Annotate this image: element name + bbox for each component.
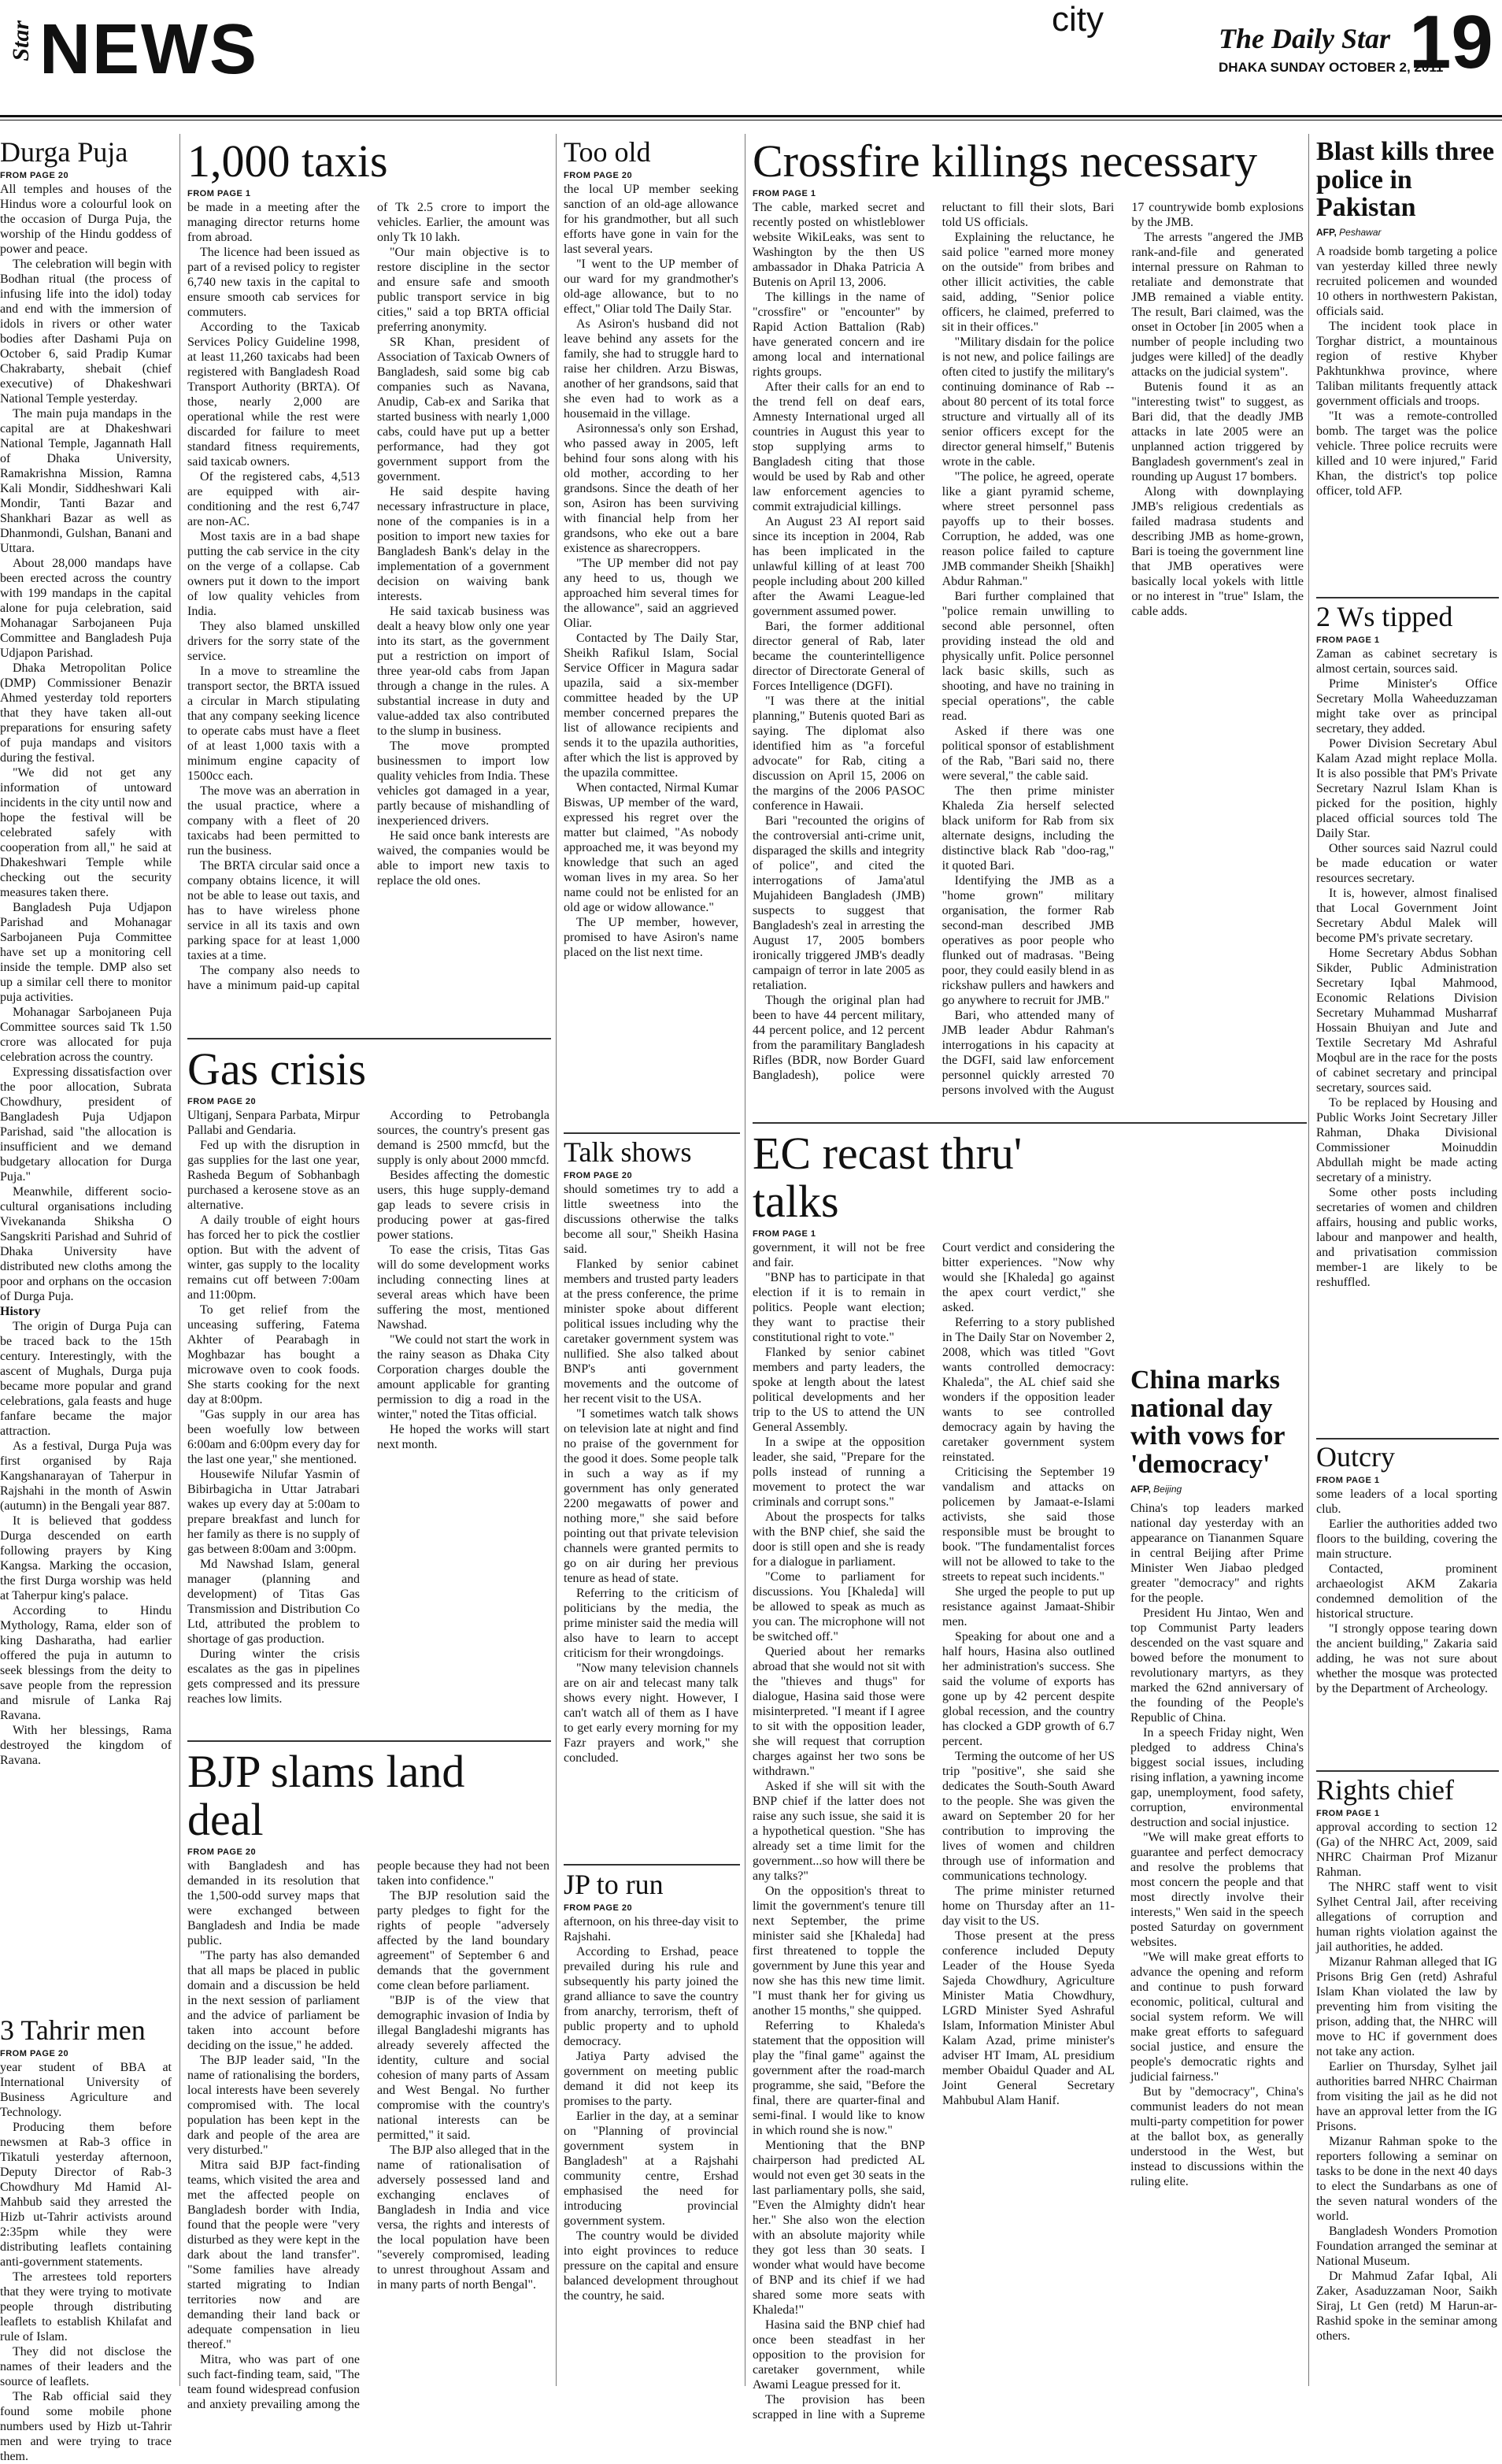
paragraph: Fed up with the disruption in gas supplies for the last one year, Rasheda Begum of Sobhanbagh purchased a kerosene stove as an alternative. (187, 1138, 360, 1212)
article-crossfire (753, 135, 1304, 1114)
byline: AFP, Peshawar (1316, 227, 1382, 239)
kicker: FROM PAGE 1 (1316, 1475, 1380, 1485)
paragraph: A roadside bomb targeting a police van yesterday killed three newly recruited policemen and wounded 10 others in northwestern Pakistan, officials said. (1316, 245, 1497, 319)
paragraph: The country would be divided into eight provinces to reduce pressure on the capital and ensure balanced development throughout the country, he said. (564, 2229, 738, 2303)
paragraph: With her blessings, Rama destroyed the kingdom of Ravana. (0, 1723, 172, 1767)
paragraph: It is believed that goddess Durga descended on earth following prayers by King Kangsa. Marking the occasion, the first Durga worship was held at Taherpur king's palace. (0, 1514, 172, 1603)
paragraph: "BNP has to participate in that election if it is to remain in politics. People want election; they want to practise their constitutional right to vote." (753, 1270, 925, 1344)
paragraph: the local UP member seeking sanction of an old-age allowance for his grandmother, but all such efforts have gone in vain for the last several years. (564, 182, 738, 256)
paragraph: "The party has also demanded that all maps be placed in public domain and a discussion be held in the next session of parliament and the advice of parliament be taken into account before deciding on the issue," he added. (187, 1948, 360, 2052)
headline: Crossfire killings necessary (753, 135, 1258, 187)
headline: BJP slams land deal (187, 1746, 465, 1845)
column-divider (556, 134, 557, 2386)
paragraph: Along with downplaying JMB's religious credentials as failed madrasa students and describing JMB as home-grown, Bari is toeing the government line that JMB operatives were basically local yokels with little or no interest in "true" Islam, the cable adds. (1131, 484, 1304, 618)
paragraph: The licence had been issued as part of a revised policy to register 6,740 new taxis in the capital to ensure smooth cab services for commuters. (187, 245, 360, 319)
headline: EC recast thru' talks (753, 1128, 1023, 1227)
article-body (564, 182, 738, 960)
article-body (1130, 1501, 1304, 2189)
paragraph: The UP member, however, promised to have Asiron's name placed on the list next time. (564, 915, 738, 959)
paragraph: According to the Taxicab Services Policy Guideline 1998, at least 11,260 taxicabs had been registered with Bangladesh Road Transport Authority (BRTA). Of those, nearly 2,000 are operational while the rest were discarded for failure to meet standard fitness requirements, said taxicab owners. (187, 320, 360, 469)
column-divider (179, 134, 180, 2386)
kicker: FROM PAGE 20 (564, 1903, 633, 1913)
paragraph: He said taxicab business was dealt a heavy blow only one year into its start, as the government put a restriction on import of three year-old cabs from Japan through a change in the rules. A substantial increase in duty and value-added tax also contributed to the slump in business. (377, 604, 549, 738)
paragraph: Bari, who attended many of JMB leader Abdur Rahman's interrogations in his capacity at the DGFI, said law enforcement personnel quickly arrested 70 persons involved with the August 17 countrywide bomb explosions by the JMB. (942, 200, 1304, 1097)
paragraph: Home Secretary Abdus Sobhan Sikder, Public Administration Secretary Iqbal Mahmood, Economic Relations Division Secretary Muhammad Musharraf Hossain Bhuiyan and Jute and Textile Secretary Md Ashraful Moqbul are in the race for the posts of cabinet secretary and principal secretary, sources said. (1316, 946, 1497, 1095)
article-tahrir (0, 2014, 172, 2463)
paragraph: During winter the crisis escalates as the gas in pipelines gets compressed and its pressure reaches low limits. (187, 1647, 360, 1706)
article-body (753, 200, 1304, 1098)
headline: Talk shows (564, 1136, 692, 1168)
paragraph: In a speech Friday night, Wen pledged to address China's biggest social issues, including rising inflation, a yawning income gap, unemployment, food safety, corruption, environmental destruction and social injustice. (1130, 1725, 1304, 1829)
paragraph: Hasina said the BNP chief had once been steadfast in her opposition to the provision for caretaker government, while Awami League pressed for it. (753, 2318, 925, 2392)
paragraph: Mizanur Rahman alleged that IG Prisons Brig Gen (retd) Ashraful Islam Khan violated the law by preventing him from visiting the prison, adding that, the NHRC will move to HC if government does not take any action. (1316, 1955, 1497, 2058)
paragraph: be made in a meeting after the managing director returns home from abroad. (187, 200, 360, 244)
article-body (0, 2060, 172, 2464)
paragraph: Mizanur Rahman spoke to the reporters following a seminar on tasks to be done in the next 40 days to elect the Sundarbans as one of the seven natural wonders of the world. (1316, 2134, 1497, 2223)
paragraph: Terming the outcome of her US trip "positive", she said she dedicates the South-South Award to the people. She was given the award on September 20 for her contribution to improving the lives of women and children through use of information and communications technology. (942, 1749, 1115, 1883)
paragraph: The incident took place in Torghar district, a mountainous region of restive Khyber Pakhtunkhwa province, where Taliban militants frequently attack government officials and troops. (1316, 320, 1497, 409)
paragraph: "We could not start the work in the rainy season as Dhaka City Corporation charges double the amount applicable for granting permission to dig a road in the winter," noted the Titas official. (377, 1332, 549, 1421)
paragraph: Earlier in the day, at a seminar on "Planning of provincial government system in Bangladesh" at a Rajshahi community centre, Ershad emphasised the need for introducing provincial government system. (564, 2109, 738, 2228)
paragraph: Though the original plan had been to have 44 percent military, 44 percent police, and 12 percent from the paramilitary Bangladesh Rifles (BDR, now Border Guard Bangladesh), police were reluctant to fill their slots, Bari told US officials. (753, 200, 1115, 1082)
article-rights-chief (1316, 1776, 1497, 2394)
article-blast (1316, 138, 1497, 595)
section-rule (187, 1038, 551, 1039)
article-bjp (187, 1746, 549, 2411)
paragraph: About the prospects for talks with the BNP chief, she said the door is still open and she is ready for a dialogue in parliament. (753, 1510, 925, 1569)
paragraph: A daily trouble of eight hours has forced her to pick the costlier option. But with the advent of winter, gas supply to the locality remains cut off between 7:00am and 11:00pm. (187, 1213, 360, 1302)
article-body (187, 200, 549, 1003)
paragraph: President Hu Jintao, Wen and top Communist Party leaders descended on the vast square and bowed before the monument to revolutionary martyrs, as they marked the 62nd anniversary of the founding of the People's Republic of China. (1130, 1606, 1304, 1725)
paragraph: The killings in the name of "crossfire" or "encounter" by Rapid Action Battalion (Rab) have generated concern and ire among local and international rights groups. (753, 290, 925, 379)
header-rule (0, 115, 1502, 117)
paragraph: "Military disdain for the police is not new, and police failings are often cited to justify the military's continuing dominance of Rab -- about 80 percent of its total force structure and virtually all of its senior officers except for the director general himself," Butenis wrote in the cable. (942, 335, 1115, 469)
kicker: FROM PAGE 20 (187, 1847, 257, 1857)
paragraph: Bari "recounted the origins of the controversial anti-crime unit, disparaged the skills and integrity of police", and cited the interrogations of Jama'atul Mujahideen Bangladesh (JMB) suspects to suggest that Bangladesh's zeal in arresting the August 17, 2005 bombers ironically triggered JMB's deadly campaign of terror in late 2005 as retaliation. (753, 813, 925, 992)
paragraph: "Now many television channels are on air and telecast many talk shows every night. However, I can't watch all of them as I have to get early every morning for my Fazr prayers and work," she concluded. (564, 1661, 738, 1765)
section-rule (1316, 1770, 1499, 1772)
headline: Rights chief (1316, 1774, 1454, 1806)
paragraph: approval according to section 12 (Ga) of the NHRC Act, 2009, said NHRC Chairman Prof Mizanur Rahman. (1316, 1820, 1497, 1879)
paragraph: According to Hindu Mythology, Rama, elder son of king Dasharatha, had earlier offered the puja in autumn to seek blessings from the deity to save people from the repression and misrule of Lanka Raj Ravana. (0, 1603, 172, 1722)
paragraph: It is, however, almost finalised that Local Government Joint Secretary Abdul Malek will become PM's private secretary. (1316, 886, 1497, 945)
kicker: FROM PAGE 1 (753, 188, 816, 198)
section-rule (753, 1122, 1307, 1124)
paragraph: Meanwhile, different socio-cultural organisations including Vivekananda Shiksha O Sangskriti Parishad and Suhrid of Dhaka University have distributed new cloths among the poor and orphans on the occasion of Durga Puja. (0, 1184, 172, 1303)
paragraph: Flanked by senior cabinet members and party leaders, the spoke at length about the latest political developments and her trip to the US to attend the UN General Assembly. (753, 1345, 925, 1434)
paragraph: "I strongly oppose tearing down the ancient building," Zakaria said adding, he was not sure about whether the mosque was protected by the Department of Archeology. (1316, 1621, 1497, 1695)
paragraph: Contacted, prominent archaeologist AKM Zakaria condemned demolition of the historical structure. (1316, 1562, 1497, 1621)
paragraph: Explaining the reluctance, he said police "earned more money on the outside" from bribes and other illicit activities, the cable said, adding, "Senior police officers, he claimed, preferred to sit in their offices." (942, 230, 1115, 334)
subhead: History (0, 1304, 41, 1318)
article-body (187, 1858, 549, 2433)
paragraph: Flanked by senior cabinet members and trusted party leaders at the press conference, the prime minister spoke about different political issues including why the caretaker government system was nullified. She also talked about BNP's anti government movements and the outcome of her recent visit to the USA. (564, 1257, 738, 1406)
paragraph: The arrestees told reporters that they were trying to motivate people through distributing leaflets to establish Khilafat and rule of Islam. (0, 2269, 172, 2344)
column-divider (1308, 134, 1309, 2386)
paragraph: When contacted, Nirmal Kumar Biswas, UP member of the ward, expressed his regret over the matter but claimed, "As nobody approached me, it was beyond my knowledge that such an aged woman lives in my area. So her name could not be enlisted for an old age or widow allowance." (564, 780, 738, 914)
paragraph: "Our main objective is to restore discipline in the sector and ensure safe and smooth public transport service in big cities," said a top BRTA official preferring anonymity. (377, 245, 549, 334)
paragraph: The cable, marked secret and recently posted on whistleblower website WikiLeaks, was sent to Washington by the then US ambassador in Dhaka Patricia A Butenis on April 13, 2006. (753, 200, 925, 289)
paragraph: Butenis found it as an "interesting twist" to suggest, as Bari did, that the deadly JMB attacks in late 2005 were an unplanned action triggered by Bangladesh government's zeal in rounding up August 17 bombers. (1131, 380, 1304, 484)
article-2ws-tipped (1316, 602, 1497, 1433)
article-taxis (187, 135, 549, 1028)
article-body (187, 1108, 549, 1714)
headline: Blast kills three police in Pakistan (1316, 137, 1495, 223)
paragraph: The company also needs to have a minimum paid-up capital of Tk 2.5 crore to import the vehicles. Earlier, the amount was only Tk 10 lakh. (187, 200, 549, 992)
paragraph: Prime Minister's Office Secretary Molla Waheeduzzaman might take over as principal secretary, they added. (1316, 676, 1497, 735)
paragraph: Mitra said BJP fact-finding teams, which visited the area and met the affected people on Bangladesh border with India, found that the people were "very disturbed as they were kept in the dark about the land transfer". "Some families have already started migrating to Indian territories now and are demanding their land back or adequate compensation in lieu thereof." (187, 2158, 360, 2351)
paragraph: Producing them before newsmen at Rab-3 office in Tikatuli yesterday afternoon, Deputy Director of Rab-3 Chowdhury Md Hamid Al-Mahbub said they arrested the Hizb ut-Tahrir activists around 2:35pm while they were distributing leaflets containing anti-government statements. (0, 2120, 172, 2269)
paragraph: On the opposition's threat to limit the government's tenure till next September, the prime minister said she [Khaleda] had first threatened to topple the government by June this year and now she has this new time limit. "I must thank her for giving us another 15 months," she quipped. (753, 1884, 925, 2018)
paragraph: Bangladesh Puja Udjapon Parishad and Mohanagar Sarbojaneen Puja Committee have set up a monitoring cell inside the temple. DMP also set up a similar cell there to monitor puja activities. (0, 900, 172, 1004)
paragraph: To ease the crisis, Titas Gas will do some development works including connecting lines at several areas which have been suffering the most, mentioned Nawshad. (377, 1243, 549, 1332)
paragraph: He said once bank interests are waived, the companies would be able to import new taxis to replace the old ones. (377, 828, 549, 887)
article-outcry (1316, 1443, 1497, 1766)
kicker: FROM PAGE 20 (564, 170, 633, 180)
kicker: FROM PAGE 1 (1316, 1808, 1380, 1818)
kicker: FROM PAGE 1 (1316, 635, 1380, 645)
headline: 1,000 taxis (187, 135, 388, 187)
article-body (1316, 1820, 1497, 2344)
paragraph: Mitra, who was part of one such fact-finding team, said, "The team found widespread confusion and anxiety prevailing among the people because they had not been taken into confidence." (187, 1858, 549, 2411)
paragraph: She urged the people to put up resistance against Jamaat-Shibir men. (942, 1584, 1115, 1628)
headline: China marks national day with vows for 'democracy' (1130, 1365, 1285, 1480)
article-durga-puja (0, 138, 172, 2012)
paragraph: Power Division Secretary Abul Kalam Azad might replace Molla. It is also possible that PM's Private Secretary Nazrul Islam Khan is picked for the position, highly placed official sources told The Daily Star. (1316, 736, 1497, 840)
headline: Outcry (1316, 1441, 1395, 1473)
paragraph: Some other posts including secretaries of women and children affairs, housing and public works, labour and manpower and health, and privatisation commission member-1 are likely to be reshuffled. (1316, 1185, 1497, 1289)
paragraph: But by "democracy", China's communist leaders do not mean multi-party competition for power at the ballot box, as generally understood in the West, but instead to discussions within the ruling elite. (1130, 2084, 1304, 2188)
section-rule (187, 1740, 551, 1742)
paragraph: Besides affecting the domestic users, this huge supply-demand gap leads to severe crisis in producing power at gas-fired power stations. (377, 1168, 549, 1242)
paragraph: The arrests "angered the JMB rank-and-file and generated internal pressure on Rahman to retaliate and demonstrate that JMB remained a viable entity. The result, Bari claimed, was the onset in October [in 2005 when a number of people including two judges were killed] of the deadly attacks on the judicial system". (1131, 230, 1304, 379)
paragraph: afternoon, on his three-day visit to Rajshahi. (564, 1914, 738, 1943)
section-label: city (1052, 0, 1104, 39)
paragraph: Dhaka Metropolitan Police (DMP) Commissioner Benazir Ahmed yesterday told reporters that they have taken all-out preparations for ensuring safety of puja mandaps and visitors during the festival. (0, 661, 172, 765)
paragraph: In a swipe at the opposition leader, she said, "Prepare for the polls instead of running a movement to protect the war criminals and corrupt sons." (753, 1435, 925, 1509)
paragraph: "I was there at the initial planning," Butenis quoted Bari as saying. The diplomat also identified him as "a forceful advocate" for Rab, citing a discussion on April 15, 2006 on the margins of the 2006 PASOC conference in Hawaii. (753, 694, 925, 813)
paragraph: Queried about her remarks abroad that she would not sit with the "thieves and thugs" for dialogue, Hasina said those were misinterpreted. "I meant if I agree to sit with the opposition leader, she will request that corruption charges against her two sons be withdrawn." (753, 1644, 925, 1778)
byline: AFP, Beijing (1130, 1483, 1182, 1495)
paragraph: The BRTA circular said once a company obtains licence, it will not be able to lease out taxis, and has to have wireless phone service in all its taxis and own parking space for at least 1,000 taxies at a time. (187, 858, 360, 962)
paragraph: Referring to Khaleda's statement that the opposition will play the "final game" against the government after the road-march programme, she said, "Before the final, there are quarter-final and semi-final. I would like to know in which round she is now." (753, 2018, 925, 2137)
paragraph: They did not disclose the names of their leaders and the source of leaflets. (0, 2344, 172, 2388)
article-jp (564, 1870, 738, 2394)
section-rule (1316, 597, 1499, 598)
article-too-old (564, 138, 738, 1126)
paragraph: "The UP member did not pay any heed to us, though we approached him several times for the allowance", said an aggrieved Oliar. (564, 556, 738, 630)
paragraph: Criticising the September 19 vandalism and attacks on policemen by Jamaat-e-Islami activists, she said those responsible must be brought to book. "The fundamentalist forces will not be allowed to take to the streets to repeat such incidents." (942, 1465, 1115, 1584)
paragraph: Bangladesh Wonders Promotion Foundation arranged the seminar at National Museum. (1316, 2224, 1497, 2268)
kicker: FROM PAGE 20 (187, 1096, 257, 1106)
paragraph: Mohanagar Sarbojaneen Puja Committee sources said Tk 1.50 crore was allocated for puja celebration across the country. (0, 1005, 172, 1064)
paragraph: "It was a remote-controlled bomb. The target was the police vehicle. Three police recruits were killed and 10 were injured," Farid Khan, the district's top police officer, told AFP. (1316, 409, 1497, 498)
article-body (564, 1914, 738, 2303)
paragraph: "BJP is of the view that demographic invasion of India by illegal Bangladeshi migrants has already severely affected the identity, culture and social cohesion of many parts of Assam and West Bengal. No further compromise with the country's national interests can be permitted," it said. (377, 1993, 549, 2142)
paragraph: Earlier the authorities added two floors to the building, covering the main structure. (1316, 1517, 1497, 1561)
paragraph: All temples and houses of the Hindus wore a colourful look on the occasion of Durga Puja, the worship of the Hindu goddess of power and peace. (0, 182, 172, 256)
paragraph: Dr Mahmud Zafar Iqbal, Ali Zaker, Asaduzzaman Noor, Saikh Siraj, Lt Gen (retd) M Harun-ar-Rashid spoke in the seminar among others. (1316, 2269, 1497, 2343)
paragraph: with Bangladesh and has demanded in its resolution that the 1,500-odd survey maps that were exchanged between Bangladesh and India be made public. (187, 1858, 360, 1947)
paragraph: To be replaced by Housing and Public Works Joint Secretary Jiller Rahman, Dhaka Divisional Commissioner Moinuddin Abdullah might be made acting secretary of a ministry. (1316, 1095, 1497, 1184)
paragraph: After their calls for an end to the trend fell on deaf ears, Amnesty International urged all countries in August this year to stop supplying arms to Bangladesh citing that those would be used by Rab and other law enforcement agencies to commit extrajudicial killings. (753, 380, 925, 513)
paragraph: Contacted by The Daily Star, Sheikh Rafikul Islam, Social Service Officer in Magura sadar upazila, said a six-member committee headed by the UP member concerned prepares the list of allowance recipients and sends it to the upazila authorities, after which the list is approved by the upazila committee. (564, 631, 738, 780)
paragraph: According to Ershad, peace prevailed during his rule and subsequently his party joined the grand alliance to save the country from anarchy, terrorism, theft of public property and to uphold democracy. (564, 1944, 738, 2048)
paragraph: They also blamed unskilled drivers for the sorry state of the service. (187, 619, 360, 663)
paragraph: The celebration will begin with Bodhan ritual (the process of infusing life into the idol) today and end with the immersion of idols in rivers or other water bodies after Dashami Puja on October 6, said Pradip Kumar Chakrabarty, shebait (chief executive) of Dhakeshwari National Temple yesterday. (0, 257, 172, 406)
paragraph: Expressing dissatisfaction over the poor allocation, Subrata Chowdhury, president of Bangladesh Puja Udjapon Parishad, said "the allocation is insufficient and we demand budgetary allocation for Durga Puja." (0, 1065, 172, 1184)
paragraph: The origin of Durga Puja can be traced back to the 15th century. Interestingly, with the ascent of Mughals, Durga puja became more popular and grand celebrations, gala feasts and huge fanfare became the major attraction. (0, 1319, 172, 1438)
paragraph: According to Petrobangla sources, the country's present gas demand is 2500 mmcfd, but the supply is only about 2000 mmcfd. (377, 1108, 549, 1167)
paragraph: He said despite having necessary infrastructure in place, none of the companies is in a position to import new taxies for Bangladesh Bank's delay in the implementation of a government decision on waiving bank interests. (377, 484, 549, 603)
paragraph: Those present at the press conference included Deputy Leader of the House Syeda Sajeda Chowdhury, Agriculture Minister Matia Chowdhury, LGRD Minister Syed Ashraful Islam, Information Minister Abul Kalam Azad, prime minister's adviser HT Imam, AL presidium member Obaidul Quader and AL Joint General Secretary Mahbubul Alam Hanif. (942, 1929, 1115, 2107)
paragraph: Asironnessa's only son Ershad, who passed away in 2005, left behind four sons along with his old mother, according to her grandsons. Since the death of her son, Asiron has been surviving with financial help from her grandsons, who eke out a bare existence as sharecroppers. (564, 421, 738, 555)
paragraph: "We will make great efforts to guarantee and perfect democracy and resolve the problems that most concern the people and that most directly involve their interests," Wen said in the speech posted Saturday on government websites. (1130, 1830, 1304, 1949)
article-body (1316, 244, 1497, 498)
paragraph: The move prompted businessmen to import low quality vehicles from India. These vehicles got damaged in a year, partly because of mishandling of inexperienced drivers. (377, 739, 549, 828)
paragraph: Bari further complained that "police remain unwilling to second able personnel, often providing instead the old and physically unfit. Police personnel lack basic skills, such as shooting, and have no training in special operations", the cable read. (942, 589, 1115, 723)
paragraph: Asked if she will sit with the BNP chief if the latter does not raise any such issue, she said it is a hypothetical question. "She has already set a time limit for the government...so how will there be any talks?" (753, 1779, 925, 1883)
paragraph: The BJP also alleged that in the name of rationalisation of adversely possessed land and exchanging enclaves of Bangladesh in India and vice versa, the rights and interests of the local population have been "severely compromised, leading to unrest throughout Assam and in many parts of north Bengal". (377, 2143, 549, 2292)
paragraph: "I sometimes watch talk shows on television late at night and find no praise of the government for the good it does. Some people talk in such a way as if my government has only generated 2200 megawatts of power and nothing more," she said before pointing out that private television channels were granted permits to go on air during her previous tenure as head of state. (564, 1406, 738, 1585)
paragraph: Zaman as cabinet secretary is almost certain, sources said. (1316, 647, 1497, 676)
paragraph: Most taxis are in a bad shape putting the cab service in the city on the verge of a collapse. Cab owners put it down to the import of low quality vehicles from India. (187, 529, 360, 618)
paragraph: Referring to the criticism of politicians by the media, the prime minister said the media will also have to learn to accept criticism for their wrongdoings. (564, 1586, 738, 1660)
paragraph: The BJP resolution said the party pledges to fight for the rights of people "adversely affected by the land boundary agreement" of September 6 and demands that the government come clean before parliament. (377, 1888, 549, 1992)
page-number: 19 (1409, 0, 1493, 84)
headline: 2 Ws tipped (1316, 601, 1453, 632)
headline: JP to run (564, 1869, 664, 1900)
paragraph: In a move to streamline the transport sector, the BRTA issued a circular in March stipulating that any company seeking licence to operate cabs must have a fleet of at least 1,000 taxis with a minimum engine capacity of 1500cc each. (187, 664, 360, 783)
article-body (1316, 1487, 1497, 1696)
article-gas-crisis (187, 1043, 549, 1731)
paragraph: Housewife Nilufar Yasmin of Bibirbagicha in Uttar Jatrabari wakes up every day at 5:00am to prepare breakfast and lunch for her family as there is no supply of gas between 8:00am and 3:00pm. (187, 1467, 360, 1556)
paragraph: "Come to parliament for discussions. You [Khaleda] will be allowed to speak as much as you can. The microphone will not be switched off." (753, 1569, 925, 1643)
article-talk-shows (564, 1138, 738, 1858)
paragraph: should sometimes try to add a little sweetness into the discussions otherwise the talks become all sour," Sheikh Hasina said. (564, 1182, 738, 1256)
paragraph: Ultiganj, Senpara Parbata, Mirpur Pallabi and Gendaria. (187, 1108, 360, 1137)
paragraph: An August 23 AI report said since its inception in 2004, Rab has been implicated in the unlawful killing of at least 700 people including about 200 killed after the Awami League-led government assumed power. (753, 514, 925, 618)
dateline: DHAKA SUNDAY OCTOBER 2, 2011 (1219, 60, 1444, 75)
article-body (0, 182, 172, 1768)
kicker: FROM PAGE 20 (0, 170, 69, 180)
headline: Durga Puja (0, 136, 128, 168)
paragraph: He hoped the works will start next month. (377, 1422, 549, 1451)
paragraph: The prime minister returned home on Thursday after an 11-day visit to the US. (942, 1884, 1115, 1928)
paragraph: "I went to the UP member of our ward for my grandmother's old-age allowance, but to no effect," Oliar told The Daily Star. (564, 257, 738, 316)
kicker: FROM PAGE 1 (187, 188, 251, 198)
paragraph: The main puja mandaps in the capital are at Dhakeshwari National Temple, Jagannath Hall of Dhaka University, Ramakrishna Mission, Ramna Kali Mondir, Siddheshwari Kali Mondir, Tanti Bazar and Shankhari Bazar as well as Dhanmondi, Gulshan, Banani and Uttara. (0, 406, 172, 555)
article-body (564, 1182, 738, 1766)
paragraph: To get relief from the unceasing suffering, Fatema Akhter of Pearabagh in Moghbazar has bought a microwave oven to cook foods. She starts cooking for the next day at 8:00pm. (187, 1302, 360, 1406)
paragraph: some leaders of a local sporting club. (1316, 1487, 1497, 1516)
paragraph: SR Khan, president of Association of Taxicab Owners of Bangladesh, said some big cab companies such as Navana, Anudip, Cab-ex and Sarika that started business with nearly 1,000 cabs, could have put up a better performance, had they got government support from the government. (377, 335, 549, 484)
paragraph: The BJP leader said, "In the name of rationalising the borders, local interests have been severely compromised with. The local population has been kept in the dark and people of the area are very disturbed." (187, 2053, 360, 2157)
paper-name: The Daily Star (1219, 23, 1391, 54)
paragraph: The NHRC staff went to visit Sylhet Central Jail, after receiving allegations of corruption and human rights violation against the jail authorities, he added. (1316, 1880, 1497, 1954)
kicker: FROM PAGE 20 (0, 2048, 69, 2058)
kicker: FROM PAGE 1 (753, 1228, 816, 1239)
paragraph: Md Nawshad Islam, general manager (planning and development) of Titas Gas Transmission and Distribution Co Ltd, attributed the problem to shortage of gas production. (187, 1557, 360, 1646)
headline: Too old (564, 136, 651, 168)
star-logo: Star (8, 20, 34, 61)
paragraph: Of the registered cabs, 4,513 are equipped with air-conditioning and the rest 6,747 are non-AC. (187, 469, 360, 528)
paragraph: "Gas supply in our area has been woefully low between 6:00am and 6:00pm every day for the last one year," she mentioned. (187, 1407, 360, 1466)
section-rule (564, 1132, 740, 1134)
paragraph: Mentioning that the BNP chairperson had predicted AL would not even get 30 seats in the last parliamentary polls, she said, "Even the Almighty didn't hear her." She also won the election with an absolute majority while they got less than 30 seats. I wonder what would have become of BNP and its chief if we had shared some more seats with Khaleda!" (753, 2138, 925, 2317)
paragraph: As Asiron's husband did not leave behind any assets for the family, she had to struggle hard to raise her children. Arzu Biswas, another of her grandsons, said that she even had to work as a housemaid in the village. (564, 317, 738, 421)
paragraph: "We will make great efforts to advance the opening and reform and continue to push forward economic, political, cultural and social system reform. We will make great efforts to safeguard social justice, and ensure the people's democratic rights and judicial fairness." (1130, 1950, 1304, 2084)
kicker: FROM PAGE 20 (564, 1170, 633, 1180)
section-name: NEWS (39, 10, 258, 89)
article-ec-recast (753, 1128, 1115, 2421)
section-rule (564, 1864, 740, 1866)
masthead (0, 0, 1502, 130)
paragraph: government, it will not be free and fair. (753, 1240, 925, 1269)
paragraph: Identifying the JMB as a "home grown" military organisation, the former Rab second-man described JMB operatives as poor people who flunked out of madrasas. "Being poor, they could easily blend in as rickshaw pullers and hawkers and go anywhere to recruit for JMB." (942, 873, 1115, 1007)
paragraph: The provision has been scrapped in line with a Supreme Court verdict and considering the bitter experiences. "Now why would she [Khaleda] go against the apex court verdict," she asked. (753, 1240, 1115, 2421)
paragraph: "The police, he agreed, operate like a giant pyramid scheme, where street personnel pass payoffs up to their bosses. Corruption, he added, was one reason police failed to capture JMB commander Sheikh [Shaikh] Abdur Rahman." (942, 469, 1115, 588)
section-rule (1316, 1438, 1499, 1439)
paragraph: About 28,000 mandaps have been erected across the country with 199 mandaps in the capital alone for puja celebration, said Mohanagar Sarbojaneen Puja Committee and Bangladesh Puja Udjapon Parishad. (0, 556, 172, 660)
article-china (1130, 1366, 1304, 2394)
article-body (1316, 647, 1497, 1290)
headline: Gas crisis (187, 1043, 367, 1095)
paragraph: The then prime minister Khaleda Zia herself selected black uniform for Rab from six alternate designs, including the distinctive black Rab "doo-rag," it quoted Bari. (942, 784, 1115, 873)
paragraph: Jatiya Party advised the government on meeting public demand it did not keep its promises to the party. (564, 2049, 738, 2108)
article-body (753, 1240, 1115, 2429)
paragraph: year student of BBA at International University of Business Agriculture and Technology. (0, 2060, 172, 2119)
paragraph: As a festival, Durga Puja was first organised by Raja Kangshanarayan of Taherpur in Rajshahi in the month of Aswin (autumn) in the Bengali year 887. (0, 1439, 172, 1513)
paragraph: Other sources said Nazrul could be made education or water resources secretary. (1316, 841, 1497, 885)
paragraph: The move was an aberration in the usual practice, where a company with a fleet of 20 taxicabs had been permitted to run the business. (187, 784, 360, 858)
paragraph: Referring to a story published in The Daily Star on November 2, 2008, which was titled "Govt wants controlled democracy: Khaleda", the AL chief said she wonders if the opposition leader wants to see controlled democracy again by having the caretaker government system reinstated. (942, 1315, 1115, 1464)
paragraph: Earlier on Thursday, Sylhet jail authorities barred NHRC Chairman from visiting the jail as he did not have an approval letter from the IG Prisons. (1316, 2059, 1497, 2133)
headline: 3 Tahrir men (0, 2014, 146, 2046)
paragraph: Speaking for about one and a half hours, Hasina also outlined her administration's success. She said the volume of exports has gone up by 42 percent despite global recession, and the country has clocked a GDP growth of 6.7 percent. (942, 1629, 1115, 1748)
paragraph: The Rab official said they found some mobile phone numbers used by Hizb ut-Tahrir men and were trying to trace them. (0, 2389, 172, 2463)
paragraph: "We did not get any information of untoward incidents in the city until now and hope the festival will be celebrated safely with cooperation from all," he said at Dhakeshwari Temple while checking out the security measures taken there. (0, 765, 172, 899)
paragraph: Bari, the former additional director general of Rab, later became the counterintelligence director of Directorate General of Forces Intelligence (DGFI). (753, 619, 925, 693)
paragraph: China's top leaders marked national day yesterday with an appearance on Tiananmen Square in central Beijing after Prime Minister Wen Jiabao pledged greater "democracy" and rights for the people. (1130, 1501, 1304, 1605)
paragraph: Asked if there was one political sponsor of establishment of the Rab, "Bari said no, there were several," the cable said. (942, 724, 1115, 783)
